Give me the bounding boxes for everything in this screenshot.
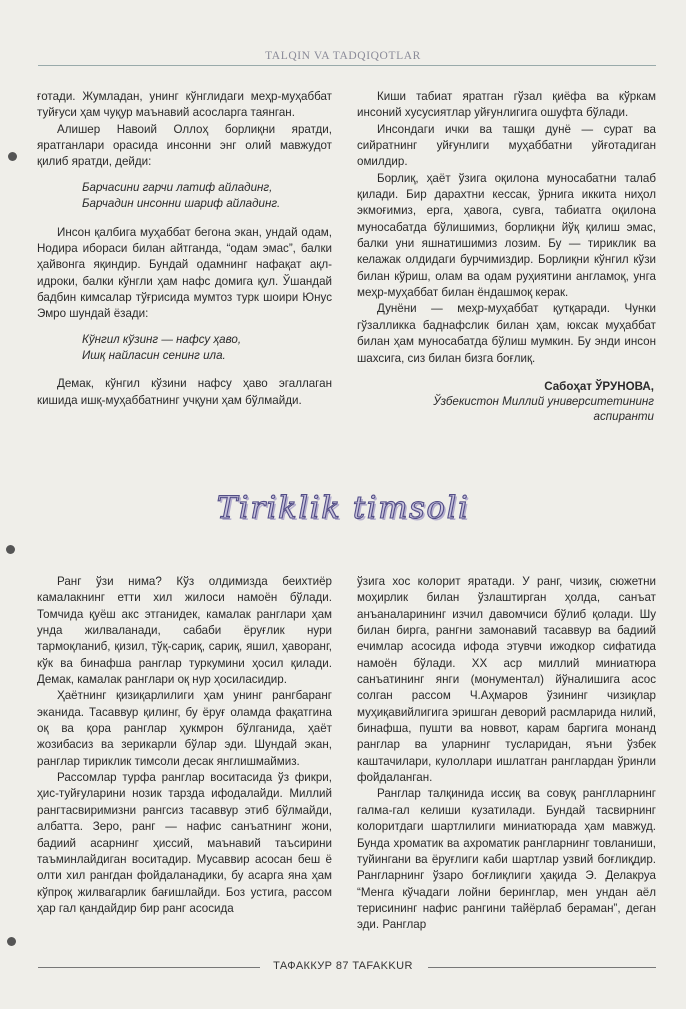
paragraph: Киши табиат яратган гўзал қиёфа ва кўркам инсоний хусусиятлар уйғунлигига ошуфта бўлади. — [357, 90, 656, 120]
hole-punch-mark — [8, 152, 17, 161]
verse-quote — [82, 180, 332, 213]
bottom-left-column — [37, 574, 332, 917]
hole-punch-mark — [6, 545, 15, 554]
paragraph: Ранг ўзи нима? Кўз олдимизда беихтиёр камалакнинг етти хил жилоси намоён бўлади. Томчида қуёш акс этганидек, камалак ранглари ҳам унда жилваланади, сабаби ёруғлик нури тармоқланиб, қизил, тўқ-сариқ, сариқ, яшил, ҳаворанг, кўк ва бинафша ранглар туркумини ҳосил қилади. Демак, камалак ранглари оқ нур ҳосиласидир. — [37, 575, 332, 687]
top-left-column — [37, 89, 332, 409]
hole-punch-mark — [7, 937, 16, 946]
header-rule — [38, 65, 656, 66]
article-title: Tiriklik timsoli — [216, 490, 470, 526]
author-name: Сабоҳат ЎРУНОВА, — [544, 379, 654, 393]
paragraph: Инсондаги ички ва ташқи дунё — сурат ва сийратнинг уйғунлиги муҳаббатни уйғотадиган омилдир. — [357, 122, 656, 169]
paragraph: Демак, кўнгил кўзини нафсу ҳаво эгаллаган кишида ишқ-муҳаббатнинг учқуни ҳам бўлмайди. — [37, 377, 332, 407]
paragraph: Рассомлар турфа ранглар воситасида ўз фикри, ҳис-туйғуларини нозик тарзда ифодалайди. Миллий рангтасвиримизни рангсиз тасаввур этиб бўлмайди, албатта. Зеро, ранг — нафис санъатнинг жони, бадиий асарнинг ҳиссий, маънавий таъсирини таъминлайдиган воситадир. Мусаввир асосан беш ё олти хил рангдан фойдаланадики, бу асарга яна ҳам кўпроқ жилвагарлик бағишлайди. Боз устига, рассом ҳар гал қандайдир бир ранг асосида — [37, 771, 332, 915]
verse-line: Барчасини гарчи латиф айладинг, — [82, 180, 273, 194]
paragraph: Инсон қалбига муҳаббат бегона экан, ундай одам, Нодира ибораси билан айтганда, “одам эмас”, балки ҳайвонга яқиндир. Бундай одамнинг нафақат ақл-идроки, балки кўнгли ҳам нафс домига қул. Ўшандай бадбин кимсалар тўғрисида мумтоз турк шоири Юнус Эмро шундай ёзади: — [37, 225, 332, 321]
paragraph: ўзига хос колорит яратади. У ранг, чизиқ, сюжетни моҳирлик билан ўзлаштирган ҳолда, санъат анъаналарининг изчил давомчиси бўлиб қолади. Шу билан бирга, рангни замонавий тасаввур ва бадиий ечимлар асосида ифода этувчи ижодкор сифатида намоён бўлади. XX аср миллий миниатюра санъатининг янги (монументал) йўналишига асос солган рассом Ч.Аҳмаров ўзининг чизиқлар муҳиқавийлигига эришган деворий расмларида нилий, бинафша, пушти ва новвот, карам баргига монанд ранглар ва уларнинг тусларидан, яъни ўзбек каштачилари, кулоллари ишлатган ранглардан ўринли фойдаланган. — [357, 575, 656, 785]
verse-line: Ишқ найласин сенинг ила. — [82, 349, 226, 362]
verse-quote — [82, 332, 332, 365]
author-role: аспиранти — [593, 409, 654, 423]
paragraph: Ранглар талқинида иссиқ ва совуқ ранглларнинг галма-гал келиши кузатилади. Бундай тасвирнинг колоритдаги шартлилиги миниатюрада ҳам мавжуд. Бунда хроматик ва ахроматик рангларнинг товланиши, туйингани ва ёруғлиги каби шартлар узвий боғлиқдир. Рангларнинг ўзаро боғлиқлиги ҳақида Э. Делакруа “Менга кўчадаги лойни беринглар, мен ундан аёл терисининг нафис рангини тайёрлаб бераман”, деган эди. Ранглар — [357, 787, 656, 932]
footer-text: ТАФАККУР 87 TAFAKKUR — [267, 960, 419, 972]
paragraph: Ҳаётнинг қизиқарлилиги ҳам унинг рангбаранг эканида. Тасаввур қилинг, бу ёруғ оламда фақатгина оқ ва қора ранглар ҳукмрон бўлганида, ҳаёт жозибасиз ва зерикарли бўлар эди. Шундай экан, ранглар тириклик тимсоли десак янглишмаймиз. — [37, 689, 332, 768]
paragraph: Алишер Навоий Оллоҳ борлиқни яратди, яратганлари орасида инсонни энг олий мавжудот қилиб яратди, дейди: — [37, 122, 332, 169]
author-role: Ўзбекистон Миллий университетининг — [433, 395, 654, 409]
bottom-right-column — [357, 574, 656, 934]
paragraph: Дунёни — меҳр-муҳаббат қутқаради. Чунки гўзалликка баднафслик билан ҳам, юксак муҳаббат билан ҳам муносабатда бўлиш мумкин. Бу энди инсон шахсига, сиз билан бизга боғлиқ. — [357, 302, 656, 365]
verse-line: Барчадин инсонни шариф айладинг. — [82, 197, 281, 211]
footer-page-label — [0, 960, 686, 972]
paragraph: ғотади. Жумладан, унинг кўнглидаги меҳр-муҳаббат туйғуси ҳам чуқур маънавий асосларга таянган. — [37, 90, 332, 120]
verse-line: Кўнгил кўзинг — нафсу ҳаво, — [82, 332, 242, 346]
paragraph: Борлиқ, ҳаёт ўзига оқилона муносабатни талаб қилади. Бир дарахтни кессак, ўрнига иккита ниҳол экмоғимиз, ерга, ҳавога, сувга, табиатга оқилона муносабатда бўлишимиз, борлиқни йўқ қилиш эмас, балки уни яшнатишимиз лозим. Бу — тириклик ва келажак олдидаги бурчимиздир. Борлиқни кўнгил кўзи билан кўриш, олам ва одам руҳиятини англамоқ, унга меҳр-муҳаббат билан ёндашмоқ керак. — [357, 171, 656, 300]
page-header-title: TALQIN VA TADQIQOTLAR — [265, 50, 421, 62]
top-right-column — [357, 89, 656, 424]
